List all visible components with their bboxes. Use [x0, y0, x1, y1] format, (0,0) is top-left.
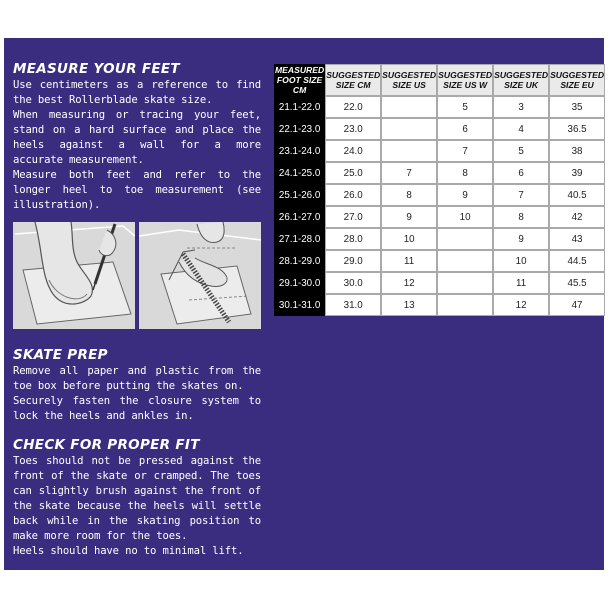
size-us-w-cell: [437, 272, 493, 294]
table-row: [274, 250, 605, 272]
table-row: [274, 162, 605, 184]
table-row: [274, 118, 605, 140]
size-eu-cell: 35: [549, 96, 605, 118]
size-uk-cell: 12: [493, 294, 549, 316]
measure-paragraph-1: Use centimeters as a reference to find the best Rollerblade skate size.: [13, 79, 261, 106]
ruler-measure-illustration: [139, 222, 261, 329]
size-us-cell: 10: [381, 228, 437, 250]
size-eu-cell: 43: [549, 228, 605, 250]
table-row: [274, 96, 605, 118]
measured-cell: 24.1-25.0: [274, 162, 325, 184]
size-uk-cell: 7: [493, 184, 549, 206]
table-row: [274, 294, 605, 316]
size-cm-cell: 26.0: [325, 184, 381, 206]
size-eu-cell: 42: [549, 206, 605, 228]
measured-cell: 22.1-23.0: [274, 118, 325, 140]
size-uk-cell: 5: [493, 140, 549, 162]
size-eu-cell: 44.5: [549, 250, 605, 272]
header-size-uk: SUGGESTED SIZE UK: [493, 64, 549, 96]
table-row: [274, 228, 605, 250]
measuring-illustrations: [13, 222, 261, 329]
size-us-cell: 13: [381, 294, 437, 316]
size-us-cell: [381, 140, 437, 162]
size-us-cell: [381, 96, 437, 118]
size-us-cell: 7: [381, 162, 437, 184]
measured-cell: 21.1-22.0: [274, 96, 325, 118]
size-cm-cell: 22.0: [325, 96, 381, 118]
size-us-cell: [381, 118, 437, 140]
measure-paragraph-3: Measure both feet and refer to the longer heel to toe measurement (see illustration).: [13, 169, 261, 211]
measured-cell: 30.1-31.0: [274, 294, 325, 316]
measured-cell: 23.1-24.0: [274, 140, 325, 162]
size-cm-cell: 27.0: [325, 206, 381, 228]
size-us-w-cell: 9: [437, 184, 493, 206]
table-row: [274, 272, 605, 294]
size-uk-cell: 3: [493, 96, 549, 118]
size-us-w-cell: [437, 294, 493, 316]
size-us-w-cell: 8: [437, 162, 493, 184]
size-us-cell: 12: [381, 272, 437, 294]
measure-heading: MEASURE YOUR FEET: [13, 61, 180, 77]
size-eu-cell: 38: [549, 140, 605, 162]
size-cm-cell: 23.0: [325, 118, 381, 140]
size-cm-cell: 25.0: [325, 162, 381, 184]
size-cm-cell: 31.0: [325, 294, 381, 316]
size-eu-cell: 45.5: [549, 272, 605, 294]
size-uk-cell: 6: [493, 162, 549, 184]
measured-cell: 29.1-30.0: [274, 272, 325, 294]
proper-fit-paragraph-1: Toes should not be pressed against the front of the skate or cramped. The toes can slightly brush against the front of the skate because the heels will settle back while in the skating position to make more room for the toes.: [13, 455, 261, 542]
size-us-w-cell: 5: [437, 96, 493, 118]
proper-fit-heading: CHECK FOR PROPER FIT: [13, 437, 200, 453]
size-eu-cell: 40.5: [549, 184, 605, 206]
header-size-cm: SUGGESTED SIZE CM: [325, 64, 381, 96]
size-uk-cell: 4: [493, 118, 549, 140]
size-us-w-cell: 6: [437, 118, 493, 140]
measured-cell: 25.1-26.0: [274, 184, 325, 206]
measured-cell: 28.1-29.0: [274, 250, 325, 272]
size-us-w-cell: 7: [437, 140, 493, 162]
skate-prep-paragraph-1: Remove all paper and plastic from the toe box before putting the skates on.: [13, 365, 261, 392]
instructions-column: [13, 60, 261, 559]
size-us-w-cell: 10: [437, 206, 493, 228]
size-cm-cell: 28.0: [325, 228, 381, 250]
measure-paragraph-2: When measuring or tracing your feet, stand on a hard surface and place the heels against a wall for a more accurate measurement.: [13, 109, 261, 166]
header-size-eu: SUGGESTED SIZE EU: [549, 64, 605, 96]
size-eu-cell: 36.5: [549, 118, 605, 140]
size-us-w-cell: [437, 250, 493, 272]
size-cm-cell: 30.0: [325, 272, 381, 294]
size-uk-cell: 8: [493, 206, 549, 228]
size-chart-header-row: [274, 64, 605, 96]
skate-prep-heading: SKATE PREP: [13, 347, 108, 363]
proper-fit-paragraph-2: Heels should have no to minimal lift.: [13, 545, 244, 557]
header-measured-foot-size: MEASURED FOOT SIZE CM: [275, 65, 325, 95]
size-chart-table: [274, 64, 605, 316]
size-uk-cell: 11: [493, 272, 549, 294]
table-row: [274, 206, 605, 228]
size-eu-cell: 47: [549, 294, 605, 316]
measured-cell: 27.1-28.0: [274, 228, 325, 250]
measured-cell: 26.1-27.0: [274, 206, 325, 228]
header-size-us: SUGGESTED SIZE US: [381, 64, 437, 96]
size-us-cell: 9: [381, 206, 437, 228]
size-cm-cell: 29.0: [325, 250, 381, 272]
skate-prep-paragraph-2: Securely fasten the closure system to lock the heels and ankles in.: [13, 395, 261, 422]
header-size-us-w: SUGGESTED SIZE US W: [437, 64, 493, 96]
size-uk-cell: 10: [493, 250, 549, 272]
tracing-foot-illustration: [13, 222, 135, 329]
size-guide-panel: [4, 38, 604, 570]
size-us-cell: 11: [381, 250, 437, 272]
size-uk-cell: 9: [493, 228, 549, 250]
table-row: [274, 184, 605, 206]
size-cm-cell: 24.0: [325, 140, 381, 162]
size-us-w-cell: [437, 228, 493, 250]
table-row: [274, 140, 605, 162]
size-eu-cell: 39: [549, 162, 605, 184]
size-us-cell: 8: [381, 184, 437, 206]
